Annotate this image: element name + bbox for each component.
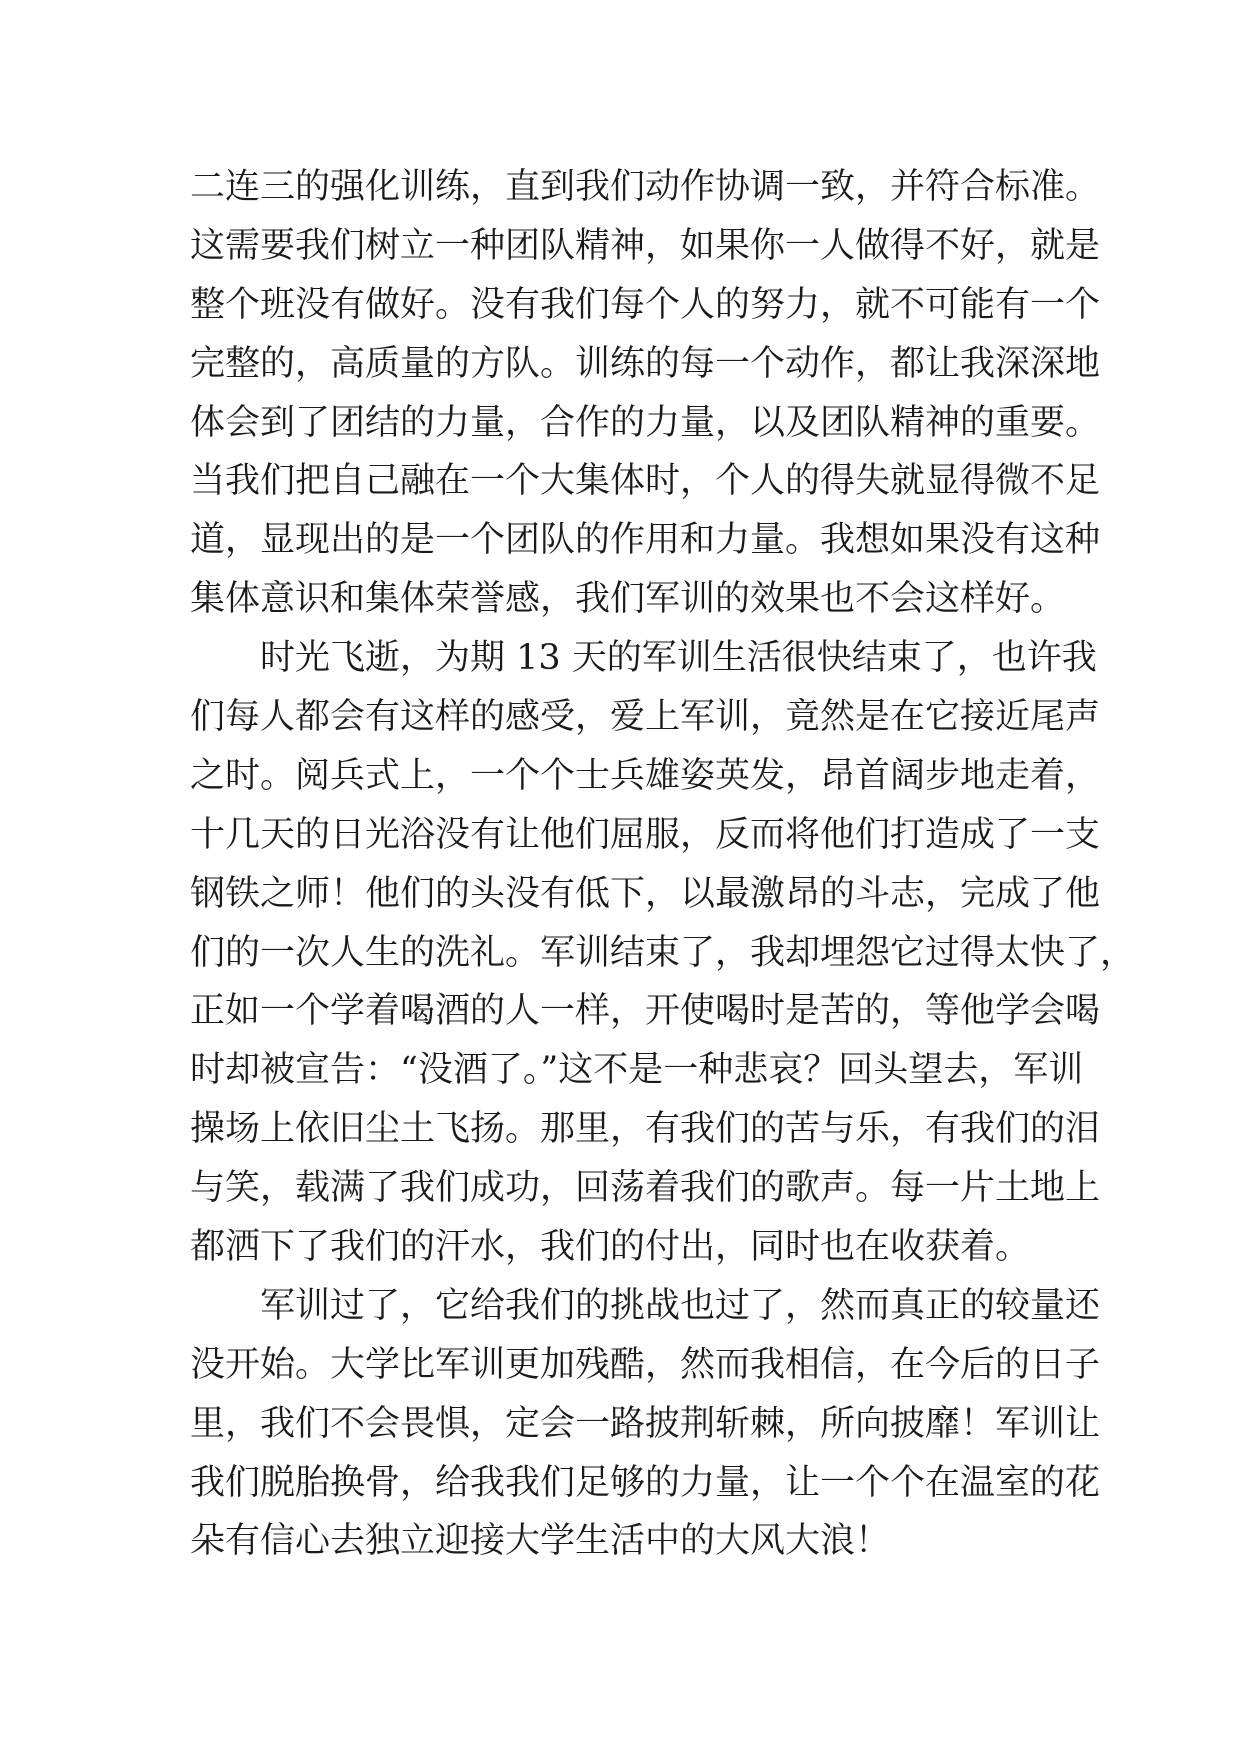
text-line: 没开始。大学比军训更加残酷，然而我相信，在今后的日子 <box>190 1344 1101 1385</box>
text-line: 整个班没有做好。没有我们每个人的努力，就不可能有一个 <box>190 284 1101 325</box>
body-text <box>190 158 1136 1571</box>
text-line: 完整的，高质量的方队。训练的每一个动作，都让我深深地 <box>190 343 1101 384</box>
paragraph-1 <box>190 158 1101 629</box>
text-line: 时却被宣告：“没酒了。”这不是一种悲哀？回头望去，军训 <box>190 1050 1084 1091</box>
text-line: 操场上依旧尘土飞扬。那里，有我们的苦与乐，有我们的泪 <box>190 1109 1101 1150</box>
text-line: 朵有信心去独立迎接大学生活中的大风大浪！ <box>190 1521 891 1562</box>
text-line: 体会到了团结的力量，合作的力量，以及团队精神的重要。 <box>190 402 1101 443</box>
text-line: 都洒下了我们的汗水，我们的付出，同时也在收获着。 <box>190 1227 1031 1268</box>
text-line: 道，显现出的是一个团队的作用和力量。我想如果没有这种 <box>190 520 1101 561</box>
text-line: 时光飞逝，为期 13 天的军训生活很快结束了，也许我 <box>260 638 1097 679</box>
text-line: 二连三的强化训练，直到我们动作协调一致，并符合标准。 <box>190 167 1101 207</box>
text-line: 与笑，载满了我们成功，回荡着我们的歌声。每一片土地上 <box>190 1168 1101 1209</box>
text-line: 钢铁之师！他们的头没有低下，以最激昂的斗志，完成了他 <box>190 873 1101 914</box>
paragraph-2 <box>190 629 1136 1277</box>
text-line: 们每人都会有这样的感受，爱上军训，竟然是在它接近尾声 <box>190 697 1101 738</box>
text-line: 我们脱胎换骨，给我我们足够的力量，让一个个在温室的花 <box>190 1462 1101 1503</box>
text-line: 当我们把自己融在一个大集体时，个人的得失就显得微不足 <box>190 461 1101 502</box>
text-line: 十几天的日光浴没有让他们屈服，反而将他们打造成了一支 <box>190 814 1101 855</box>
text-line: 军训过了，它给我们的挑战也过了，然而真正的较量还 <box>260 1285 1101 1326</box>
text-line: 里，我们不会畏惧，定会一路披荆斩棘，所向披靡！军训让 <box>190 1403 1101 1444</box>
text-line: 这需要我们树立一种团队精神，如果你一人做得不好，就是 <box>190 225 1101 266</box>
text-line: 正如一个学着喝酒的人一样，开使喝时是苦的，等他学会喝 <box>190 991 1101 1032</box>
text-line: 们的一次人生的洗礼。军训结束了，我却埋怨它过得太快了， <box>190 932 1136 973</box>
text-line: 之时。阅兵式上，一个个士兵雄姿英发，昂首阔步地走着， <box>190 755 1101 796</box>
text-line: 集体意识和集体荣誉感，我们军训的效果也不会这样好。 <box>190 579 1066 620</box>
paragraph-3 <box>190 1277 1101 1571</box>
